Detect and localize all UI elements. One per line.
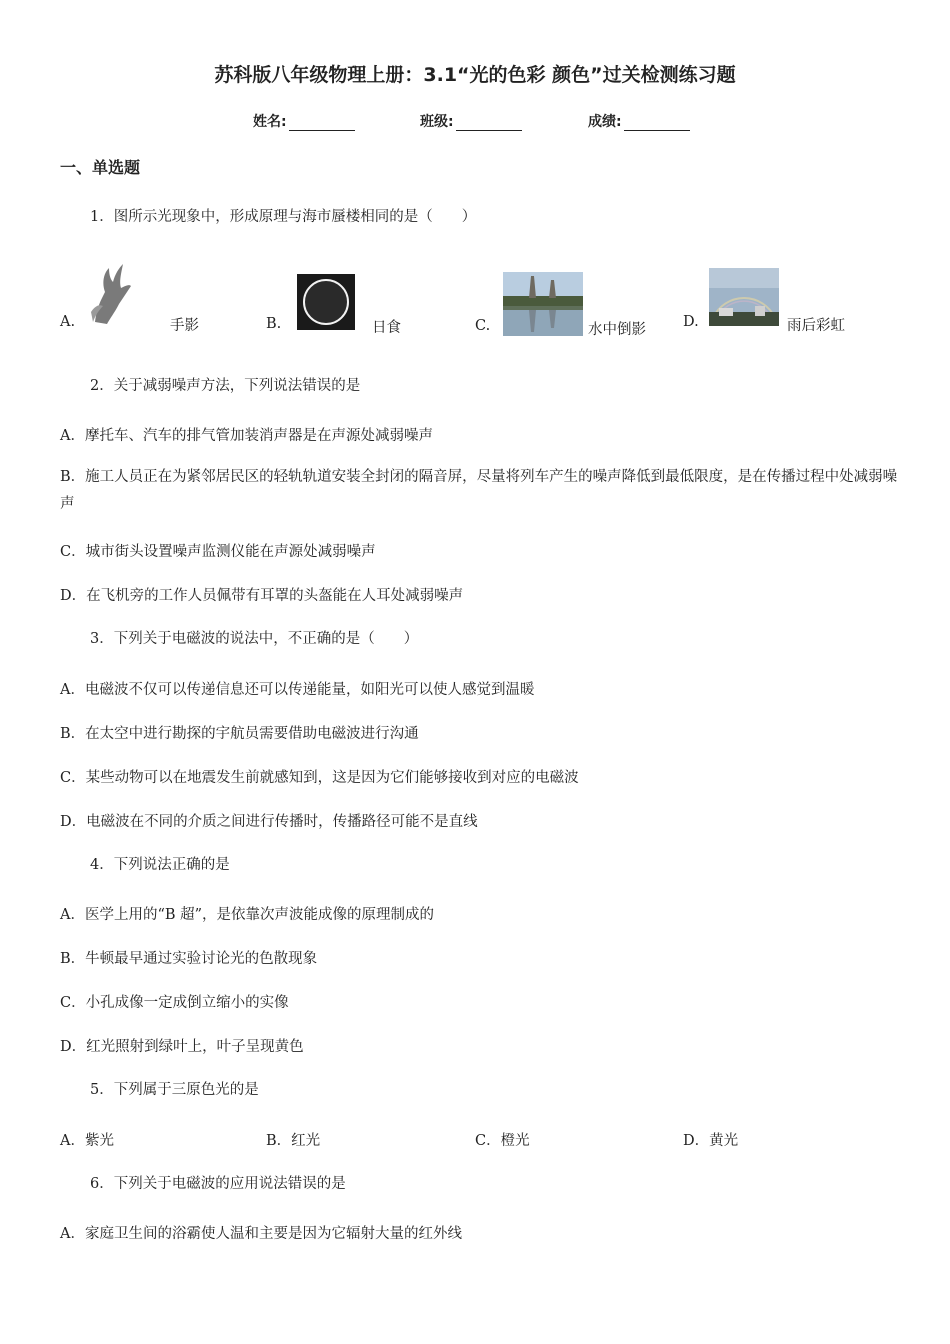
q3-option-b: B．在太空中进行勘探的宇航员需要借助电磁波进行沟通 — [60, 726, 419, 742]
q5-option-d: D．黄光 — [683, 1133, 739, 1149]
q2-option-a: A．摩托车、汽车的排气管加装消声器是在声源处减弱噪声 — [60, 428, 433, 444]
page-title: 苏科版八年级物理上册：3.1“光的色彩 颜色”过关检测练习题 — [214, 64, 736, 86]
score-blank — [624, 116, 690, 131]
name-blank — [289, 116, 355, 131]
question-6-stem: 6．下列关于电磁波的应用说法错误的是 — [90, 1176, 346, 1192]
q1-option-b-caption: 日食 — [372, 320, 401, 336]
score-field — [588, 111, 690, 131]
section-title: 一、单选题 — [60, 158, 141, 177]
class-field — [420, 111, 522, 131]
q1-option-d-letter: D. — [683, 314, 699, 330]
q2-option-c: C．城市街头设置噪声监测仪能在声源处减弱噪声 — [60, 544, 376, 560]
q3-option-c: C．某些动物可以在地震发生前就感知到，这是因为它们能够接收到对应的电磁波 — [60, 770, 579, 786]
q1-option-b-letter: B. — [266, 316, 282, 332]
q5-option-b: B．红光 — [266, 1133, 321, 1149]
q1-option-a-letter: A. — [60, 314, 76, 330]
q4-option-b: B．牛顿最早通过实验讨论光的色散现象 — [60, 951, 318, 967]
q3-option-a: A．电磁波不仅可以传递信息还可以传递能量，如阳光可以使人感觉到温暖 — [60, 682, 535, 698]
q6-option-a: A．家庭卫生间的浴霸使人温和主要是因为它辐射大量的红外线 — [60, 1226, 462, 1242]
q1-option-a-caption: 手影 — [170, 318, 199, 334]
q4-option-a: A．医学上用的“B 超”，是依靠次声波能成像的原理制成的 — [60, 907, 435, 923]
question-5-stem: 5．下列属于三原色光的是 — [90, 1082, 259, 1098]
water-reflection-image — [503, 272, 583, 336]
question-4-stem: 4．下列说法正确的是 — [90, 857, 230, 873]
q5-option-c: C．橙光 — [475, 1133, 530, 1149]
q5-option-a: A．紫光 — [60, 1133, 114, 1149]
class-label: 班级: — [420, 114, 454, 130]
question-2-stem: 2．关于减弱噪声方法，下列说法错误的是 — [90, 378, 361, 394]
q1-option-d-caption: 雨后彩虹 — [787, 318, 845, 334]
name-label: 姓名: — [253, 114, 287, 130]
q2-option-d: D．在飞机旁的工作人员佩带有耳罩的头盔能在人耳处减弱噪声 — [60, 588, 464, 604]
q2-option-b: B．施工人员正在为紧邻居民区的轻轨轨道安装全封闭的隔音屏，尽量将列车产生的噪声降低到最低限度，是在传播过程中处减弱噪声 — [60, 469, 898, 512]
q3-option-d: D．电磁波在不同的介质之间进行传播时，传播路径可能不是直线 — [60, 814, 478, 830]
question-1-stem: 1．图所示光现象中，形成原理与海市蜃楼相同的是（ ） — [90, 209, 477, 225]
question-3-stem: 3．下列关于电磁波的说法中，不正确的是（ ） — [90, 631, 419, 647]
rainbow-image — [709, 268, 779, 326]
hand-shadow-image — [85, 262, 135, 324]
q4-option-d: D．红光照射到绿叶上，叶子呈现黄色 — [60, 1039, 304, 1055]
solar-eclipse-image — [297, 274, 355, 330]
class-blank — [456, 116, 522, 131]
score-label: 成绩: — [588, 114, 622, 130]
name-field — [253, 111, 355, 131]
q1-option-c-caption: 水中倒影 — [588, 322, 646, 338]
q4-option-c: C．小孔成像一定成倒立缩小的实像 — [60, 995, 289, 1011]
q1-option-c-letter: C. — [475, 318, 491, 334]
